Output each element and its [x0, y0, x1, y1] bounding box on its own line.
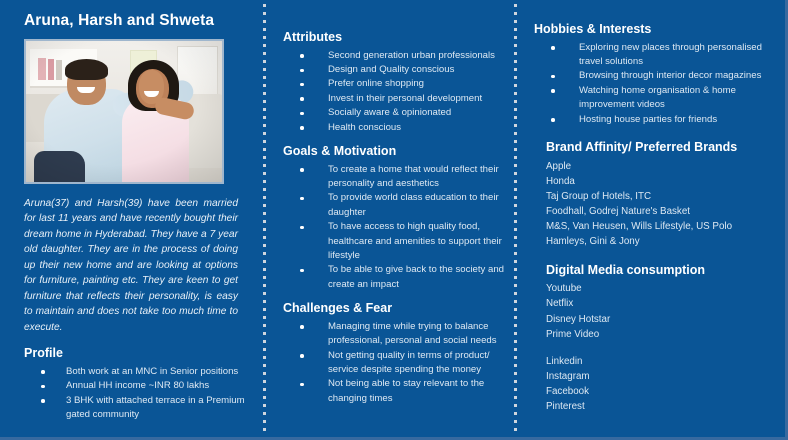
list-item: Invest in their personal development [295, 92, 504, 106]
profile-list [24, 365, 249, 423]
list-item: Hosting house parties for friends [546, 113, 776, 127]
list-item: Watching home organisation & home improvement videos [546, 84, 776, 113]
list-item: To have access to high quality food, healthcare and amenities to support their lifestyle [295, 220, 504, 263]
list-item: M&S, Van Heusen, Wills Lifestyle, US Polo [546, 221, 733, 233]
profile-heading: Profile [24, 346, 63, 361]
list-item: Exploring new places through personalised travel solutions [546, 41, 776, 70]
list-item: Prefer online shopping [295, 77, 504, 91]
middle-column [267, 0, 514, 406]
spacer [534, 250, 776, 263]
media-streaming-list [546, 281, 776, 342]
list-item: Facebook [546, 386, 590, 398]
list-item: Netflix [546, 298, 574, 310]
list-item: Honda [546, 175, 575, 187]
column-divider-right [514, 4, 517, 433]
list-item: Not getting quality in terms of product/ service despite spending the money [295, 349, 504, 378]
list-item: Apple [546, 160, 572, 172]
list-item: 3 BHK with attached terrace in a Premium gated community [36, 394, 249, 423]
list-item: Browsing through interior decor magazines [546, 69, 776, 83]
spacer [283, 292, 504, 301]
list-item: To provide world class education to their daughter [295, 191, 504, 220]
list-item: Hamleys, Gini & Jony [546, 236, 640, 248]
brands-list [546, 159, 776, 250]
list-item: Pinterest [546, 401, 585, 413]
list-item: Youtube [546, 283, 582, 295]
list-item: Design and Quality conscious [295, 63, 504, 77]
list-item: Linkedin [546, 355, 583, 367]
list-item: To create a home that would reflect their personality and aesthetics [295, 163, 504, 192]
list-item: Health conscious [295, 121, 504, 135]
column-divider-left [263, 4, 266, 433]
spacer [534, 342, 776, 354]
list-item: Both work at an MNC in Senior positions [36, 365, 249, 379]
media-social-list [546, 354, 776, 415]
persona-description: Aruna(37) and Harsh(39) have been married for last 11 years and have recently bought their dream home in Hyderabad. They have a 7 year old daughter. They are in the process of doing up their new home and are looking at options for furniture, painting etc. They are keen to get furniture that reflects their personality, is easy to maintain and does not take too much time to execute. [24, 197, 238, 333]
left-column [0, 0, 263, 422]
photo-vignette [26, 41, 222, 182]
list-item: Taj Group of Hotels, ITC [546, 190, 652, 202]
spacer [534, 127, 776, 140]
hobbies-heading: Hobbies & Interests [534, 22, 652, 36]
list-item: Disney Hotstar [546, 313, 611, 325]
brands-heading: Brand Affinity/ Preferred Brands [546, 139, 738, 154]
challenges-heading: Challenges & Fear [283, 301, 393, 316]
challenges-list [283, 320, 504, 406]
attributes-heading: Attributes [283, 30, 343, 44]
list-item: Socially aware & opinionated [295, 106, 504, 120]
list-item: Not being able to stay relevant to the changing times [295, 377, 504, 406]
persona-photo [24, 39, 224, 184]
hobbies-list [534, 41, 776, 127]
photo-scene [26, 41, 222, 182]
goals-list [283, 163, 504, 293]
attributes-list [283, 49, 504, 135]
spacer [283, 135, 504, 144]
list-item: Foodhall, Godrej Nature's Basket [546, 206, 690, 218]
list-item: Instagram [546, 371, 590, 383]
list-item: Managing time while trying to balance professional, personal and social needs [295, 320, 504, 349]
page-title: Aruna, Harsh and Shweta [24, 12, 215, 29]
list-item: To be able to give back to the society and create an impact [295, 263, 504, 292]
goals-heading: Goals & Motivation [283, 143, 397, 158]
right-column [518, 0, 788, 415]
list-item: Annual HH income ~INR 80 lakhs [36, 379, 249, 393]
media-heading: Digital Media consumption [546, 262, 706, 277]
list-item: Prime Video [546, 328, 600, 340]
list-item: Second generation urban professionals [295, 49, 504, 63]
